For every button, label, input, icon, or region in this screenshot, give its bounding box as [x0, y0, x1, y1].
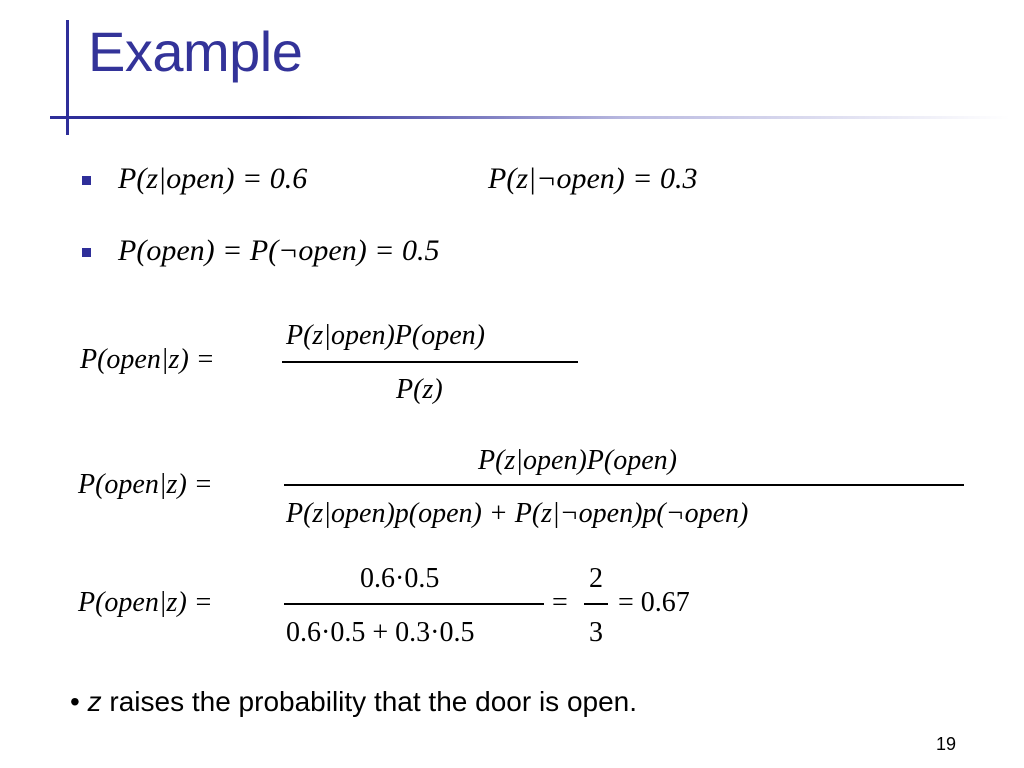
eq3-small-fraction-bar: [584, 603, 608, 605]
slide-title: Example: [88, 20, 303, 83]
conclusion-note: [70, 688, 637, 716]
page-number: 19: [936, 734, 957, 754]
eq1-lhs: P(open|z) =: [80, 344, 215, 375]
eq3-fraction-bar: [284, 603, 544, 605]
bullet-marker: [82, 176, 91, 185]
eq3-result: = 0.67: [618, 587, 690, 618]
note-variable: z: [87, 686, 102, 717]
bullet-1-right: P(z|¬open) = 0.3: [488, 162, 698, 195]
eq3-denominator: 0.6·0.5 + 0.3·0.5: [286, 617, 475, 648]
note-text: raises the probability that the door is open.: [101, 686, 638, 717]
bullet-1-left: P(z|open) = 0.6: [118, 162, 308, 195]
eq3-numerator: 0.6·0.5: [360, 563, 440, 594]
eq2-fraction-bar: [284, 484, 964, 486]
note-bullet: •: [70, 686, 80, 717]
title-horizontal-rule: [50, 116, 1010, 119]
eq3-equals: =: [552, 587, 568, 618]
eq2-numerator: P(z|open)P(open): [478, 445, 677, 476]
eq3-fraction-denominator: 3: [589, 617, 603, 648]
eq3-lhs: P(open|z) =: [78, 587, 213, 618]
eq1-fraction-bar: [282, 361, 578, 363]
eq1-numerator: P(z|open)P(open): [286, 320, 485, 351]
eq2-lhs: P(open|z) =: [78, 469, 213, 500]
eq3-fraction-numerator: 2: [589, 563, 603, 594]
bullet-marker: [82, 248, 91, 257]
eq1-denominator: P(z): [396, 374, 443, 405]
bullet-2-text: P(open) = P(¬open) = 0.5: [118, 234, 440, 267]
eq2-denominator: P(z|open)p(open) + P(z|¬open)p(¬open): [286, 498, 749, 529]
